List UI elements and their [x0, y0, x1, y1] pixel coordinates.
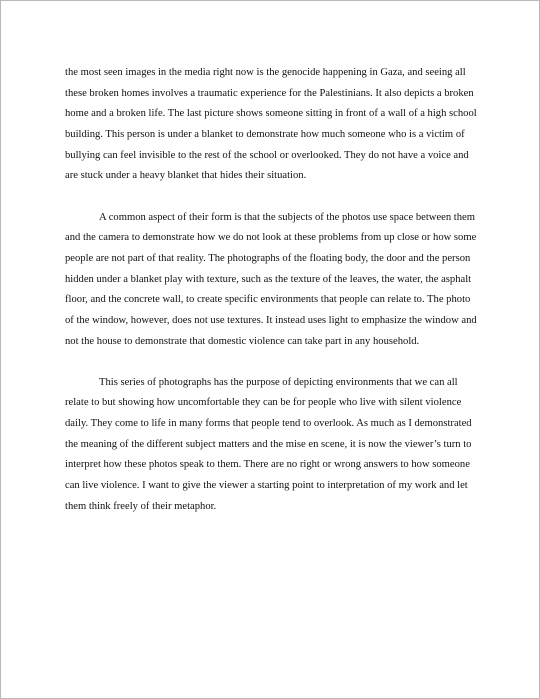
paragraph-3	[65, 373, 485, 518]
paragraph-line: This series of photographs has the purpose of depicting environments that we can all	[99, 376, 458, 388]
document-body	[65, 63, 485, 517]
paragraph-line: A common aspect of their form is that the subjects of the photos use space between them	[99, 211, 475, 223]
paragraph-line: not the house to demonstrate that domestic violence can take part in any household.	[65, 335, 420, 347]
paragraph-line: relate to but showing how uncomfortable they can be for people who live with silent violence	[65, 397, 462, 409]
paragraph-line: bullying can feel invisible to the rest of the school or overlooked. They do not have a voice and	[65, 149, 469, 161]
paragraph-line: interpret how these photos speak to them. There are no right or wrong answers to how someone	[65, 459, 470, 471]
paragraph-1	[65, 63, 485, 187]
paragraph-line: building. This person is under a blanket to demonstrate how much someone who is a victim of	[65, 128, 465, 140]
paragraph-line: the meaning of the different subject matters and the mise en scene, it is now the viewer’s turn to	[65, 438, 472, 450]
paragraph-line: and the camera to demonstrate how we do not look at these problems from up close or how some	[65, 232, 477, 244]
paragraph-line: of the window, however, does not use textures. It instead uses light to emphasize the window and	[65, 314, 477, 326]
paragraph-line: hidden under a blanket play with texture, such as the texture of the leaves, the water, the asphalt	[65, 273, 472, 285]
paragraph-line: floor, and the concrete wall, to create specific environments that people can relate to. The photo	[65, 294, 471, 306]
paragraph-line: these broken homes involves a traumatic experience for the Palestinians. It also depicts a broken	[65, 87, 474, 99]
paragraph-line: daily. They come to life in many forms that people tend to overlook. As much as I demonstrated	[65, 418, 472, 430]
paragraph-2	[65, 208, 485, 353]
paragraph-line: can live violence. I want to give the viewer a starting point to interpretation of my work and let	[65, 480, 468, 492]
paragraph-line: are stuck under a heavy blanket that hides their situation.	[65, 170, 307, 182]
paragraph-line: home and a broken life. The last picture shows someone sitting in front of a wall of a high school	[65, 108, 477, 120]
paragraph-line: people are not part of that reality. The photographs of the floating body, the door and the person	[65, 252, 471, 264]
paragraph-line: the most seen images in the media right now is the genocide happening in Gaza, and seeing all	[65, 67, 466, 78]
paragraph-line: them think freely of their metaphor.	[65, 500, 217, 512]
